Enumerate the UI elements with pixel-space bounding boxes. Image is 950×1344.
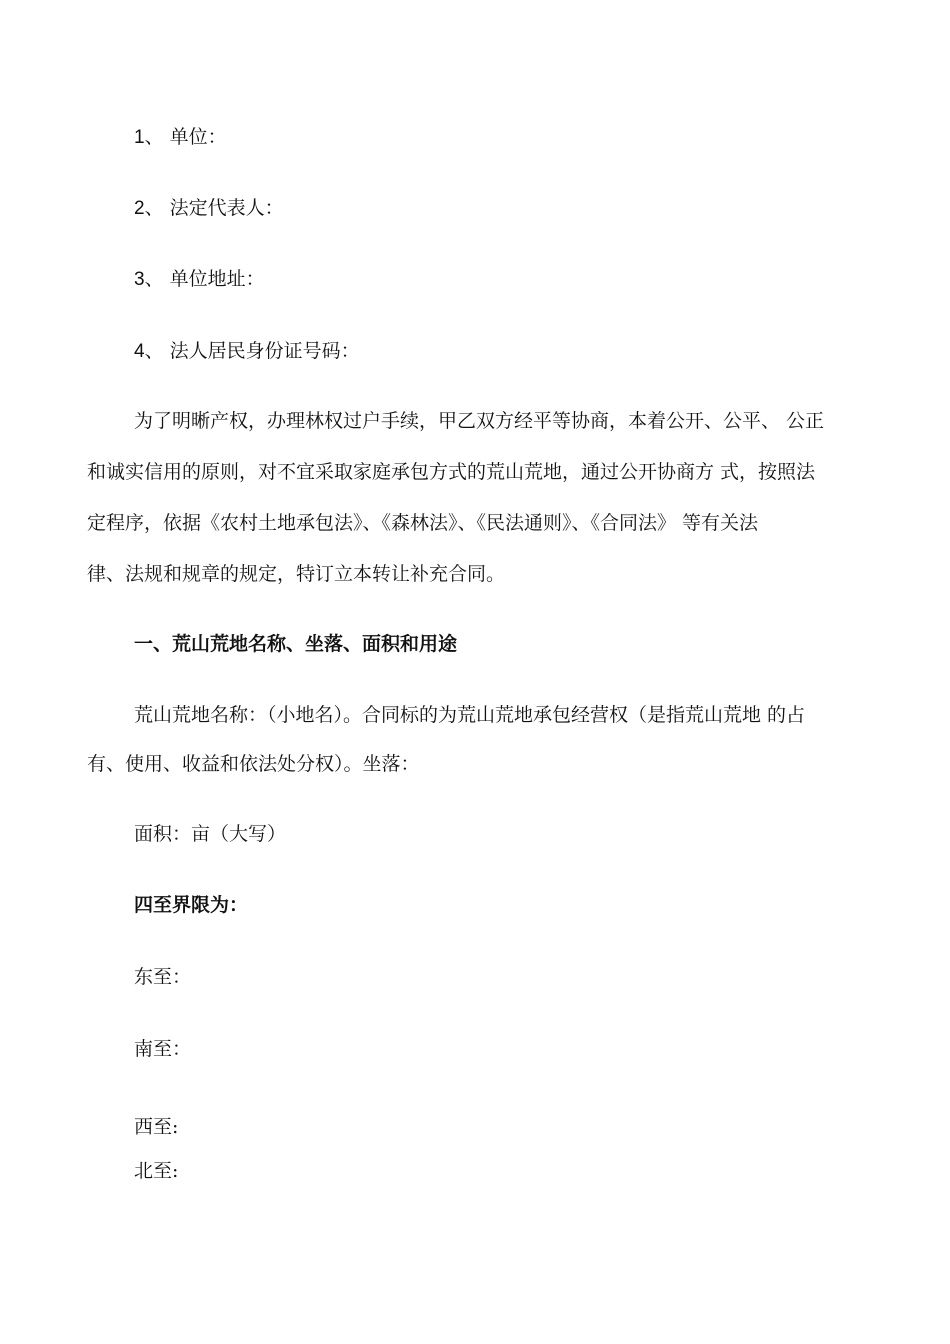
boundary-south: 南至： — [134, 1038, 192, 1060]
boundary-east: 东至： — [134, 966, 192, 988]
item-number: 4 — [134, 341, 145, 362]
item-number: 3 — [134, 269, 145, 290]
area-line: 面积：亩（大写） — [134, 823, 287, 845]
item-number: 2 — [134, 198, 145, 219]
boundaries-heading: 四至界限为： — [134, 894, 249, 916]
item-legal-representative — [134, 197, 284, 220]
item-id-number — [134, 340, 360, 363]
item-label: 、 单位地址： — [144, 268, 265, 290]
land-name-line-1: 荒山荒地名称：（小地名）。合同标的为荒山荒地承包经营权（是指荒山荒地 的占 — [134, 704, 806, 726]
boundary-west: 西至: — [134, 1116, 179, 1138]
item-label: 、 法定代表人： — [144, 197, 284, 219]
intro-paragraph-line-4: 律、法规和规章的规定，特订立本转让补充合同。 — [87, 563, 506, 585]
item-number: 1 — [134, 127, 145, 148]
land-name-line-2: 有、使用、收益和依法处分权）。坐落： — [87, 753, 420, 775]
item-unit-address — [134, 268, 265, 291]
item-label: 、 单位： — [144, 126, 227, 148]
item-unit — [134, 126, 227, 149]
intro-paragraph-line-2: 和诚实信用的原则，对不宜采取家庭承包方式的荒山荒地，通过公开协商方 式，按照法 — [87, 461, 816, 483]
item-label: 、 法人居民身份证号码： — [144, 340, 360, 362]
boundary-north: 北至: — [134, 1160, 179, 1182]
section-heading: 一、荒山荒地名称、坐落、面积和用途 — [134, 633, 458, 655]
intro-paragraph-line-1: 为了明晰产权，办理林权过户手续，甲乙双方经平等协商，本着公开、公平、 公正 — [134, 410, 825, 432]
intro-paragraph-line-3: 定程序，依据《农村土地承包法》、《森林法》、《民法通则》、《合同法》 等有关法 — [87, 512, 759, 534]
